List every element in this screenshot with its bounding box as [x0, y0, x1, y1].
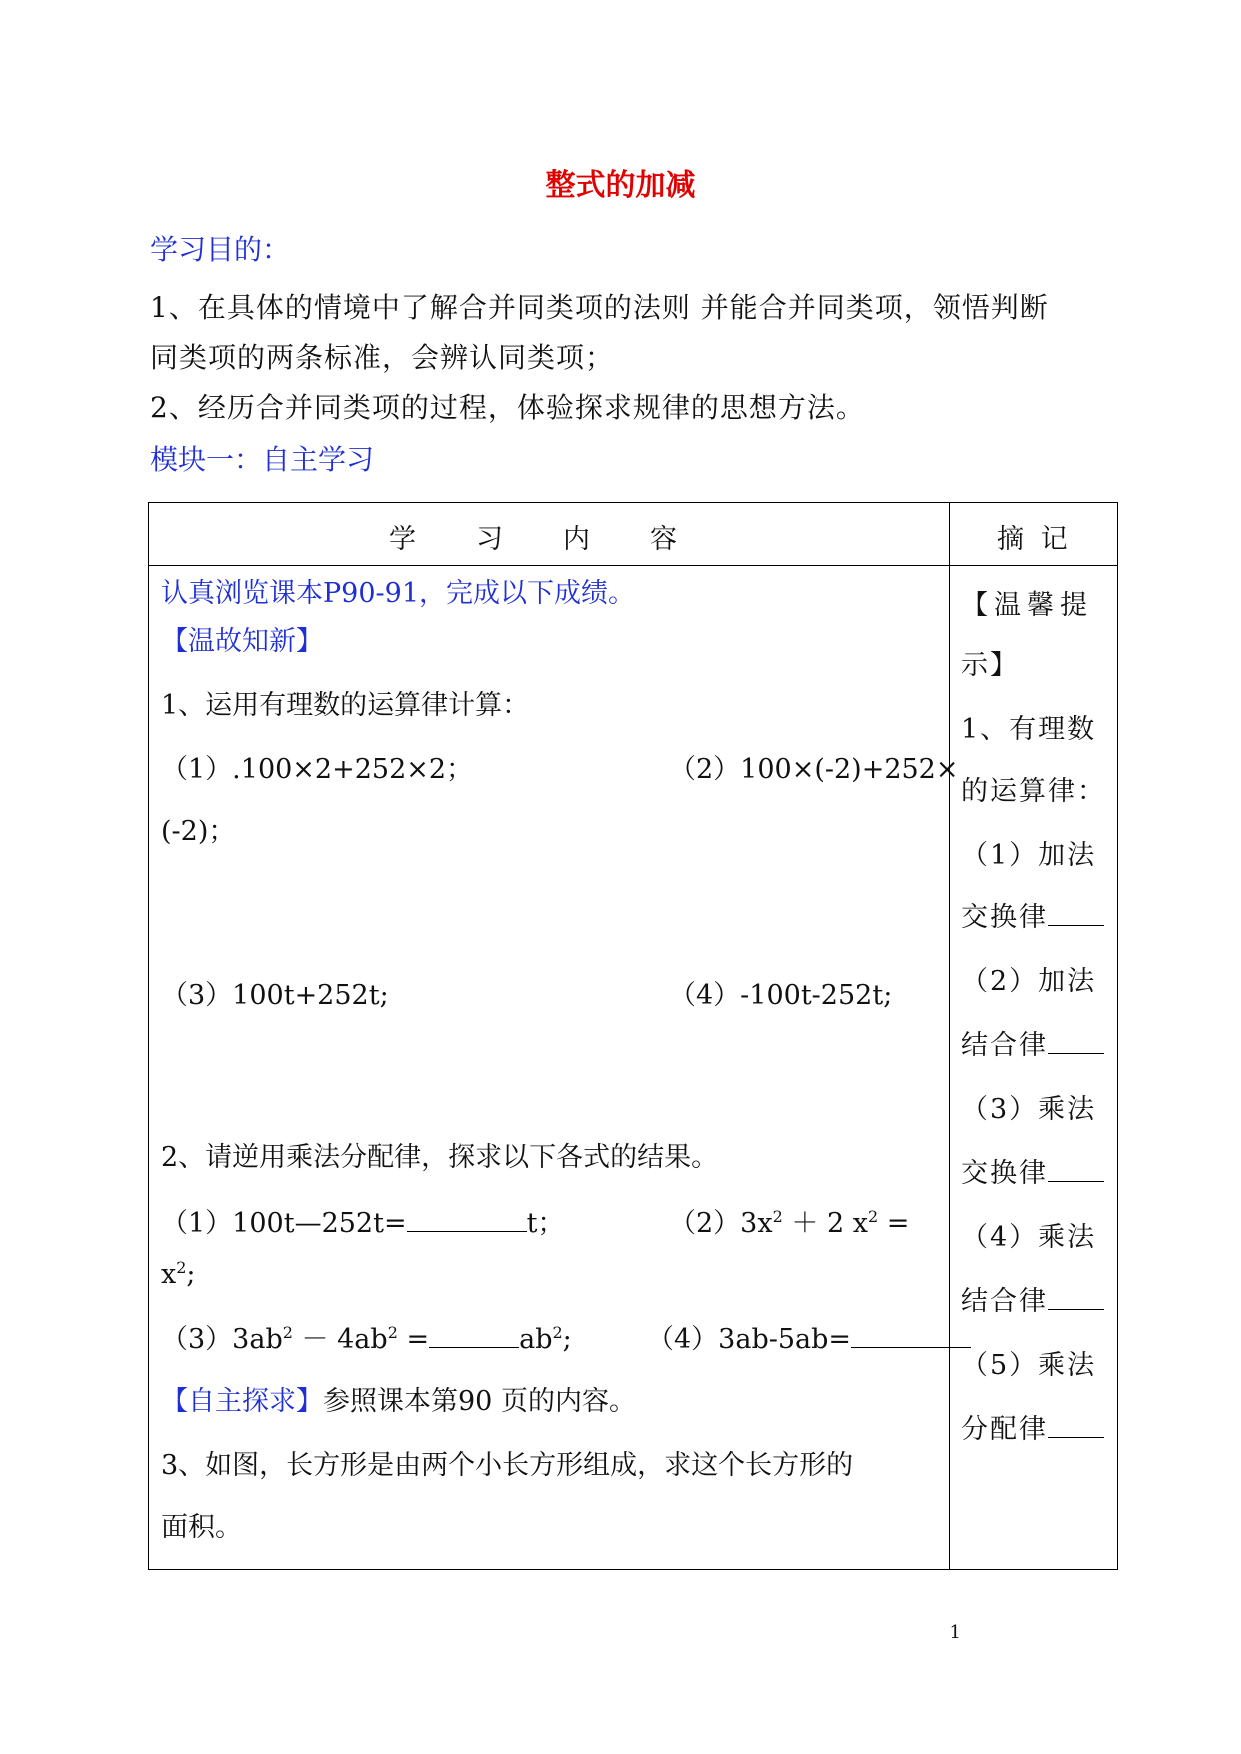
- question-1-2-cont: (-2)；: [161, 816, 236, 847]
- objectives-heading: 学习目的：: [150, 233, 291, 266]
- question-2: 2、请逆用乘法分配律，探求以下各式的结果。: [161, 1142, 719, 1173]
- page-number: 1: [949, 1622, 961, 1643]
- answer-blank: [429, 1321, 519, 1348]
- note-6-line-2: [961, 1407, 1104, 1446]
- column-divider: [949, 503, 950, 1569]
- review-label: 【温故知新】: [161, 626, 323, 657]
- page-title: 整式的加减: [545, 168, 696, 203]
- note-5-line-2: [961, 1279, 1104, 1318]
- objective-1-line-1: 1、在具体的情境中了解合并同类项的法则 并能合并同类项，领悟判断: [150, 291, 1049, 324]
- tip-line-2: 示】: [961, 650, 1019, 681]
- intro-text: 认真浏览课本P90-91，完成以下成绩。: [161, 578, 636, 609]
- note-label: 交换律: [961, 1158, 1048, 1189]
- question-3-line-1: 3、如图，长方形是由两个小长方形组成，求这个长方形的: [161, 1450, 854, 1481]
- exponent: 2: [282, 1323, 293, 1342]
- question-3-line-2: 面积。: [161, 1512, 242, 1543]
- answer-blank: [1048, 899, 1104, 926]
- equals-sign: =: [886, 1208, 910, 1239]
- study-table: [148, 502, 1118, 1570]
- question-1-2: （2）100×(-2)+252×: [669, 754, 959, 785]
- answer-blank: [1048, 1155, 1104, 1182]
- objective-1-line-2: 同类项的两条标准，会辨认同类项；: [150, 341, 615, 374]
- note-5-line-1: （4）乘法: [961, 1222, 1097, 1253]
- exponent: 2: [772, 1207, 783, 1226]
- answer-blank: [1048, 1411, 1104, 1438]
- exponent: 2: [176, 1258, 187, 1277]
- note-2-line-2: [961, 895, 1104, 934]
- explore-label: 【自主探求】: [161, 1386, 323, 1417]
- note-1-line-1: 1、有理数: [961, 714, 1097, 745]
- question-1-3: （3）100t+252t;: [161, 980, 389, 1011]
- answer-blank: [407, 1205, 527, 1232]
- note-3-line-2: [961, 1023, 1104, 1062]
- semicolon: ;: [562, 1324, 572, 1355]
- answer-blank: [1048, 1027, 1104, 1054]
- answer-blank: [851, 1321, 971, 1348]
- module-heading: 模块一：自主学习: [150, 443, 375, 476]
- objective-2: 2、经历合并同类项的过程，体验探求规律的思想方法。: [150, 391, 865, 424]
- q2-2-result: x: [161, 1259, 177, 1290]
- explore-text: 参照课本第90 页的内容。: [323, 1386, 636, 1417]
- exponent: 2: [552, 1323, 563, 1342]
- question-2-1: [161, 1201, 564, 1240]
- note-4-line-2: [961, 1151, 1104, 1190]
- question-1-4: （4）-100t-252t;: [669, 980, 893, 1011]
- note-1-line-2: 的运算律：: [961, 776, 1106, 807]
- note-label: 结合律: [961, 1030, 1048, 1061]
- exponent: 2: [867, 1207, 879, 1226]
- question-1: 1、运用有理数的运算律计算：: [161, 690, 530, 721]
- question-2-3: [161, 1317, 572, 1356]
- note-label: 交换律: [961, 902, 1048, 933]
- q2-3-term2: － 4ab: [301, 1324, 388, 1355]
- header-content: 学 习 内 容: [389, 524, 679, 555]
- note-4-line-1: （3）乘法: [961, 1094, 1097, 1125]
- note-3-line-1: （2）加法: [961, 966, 1097, 997]
- header-notes: 摘 记: [997, 524, 1072, 555]
- q2-3-term1: （3）3ab: [161, 1324, 283, 1355]
- q2-2-term1: （2）3x: [669, 1208, 773, 1239]
- note-2-line-1: （1）加法: [961, 840, 1097, 871]
- q2-3-unit: ab: [519, 1324, 553, 1355]
- q2-2-term2: ＋ 2 x: [791, 1208, 868, 1239]
- question-2-2-cont: [161, 1259, 196, 1290]
- tip-line-1: 【温馨提: [961, 590, 1093, 621]
- note-6-line-1: （5）乘法: [961, 1350, 1097, 1381]
- header-divider: [149, 565, 1117, 566]
- question-2-4: [647, 1317, 971, 1356]
- q2-1-expr: （1）100t—252t=: [161, 1208, 407, 1239]
- semicolon: ;: [186, 1259, 196, 1290]
- exponent: 2: [387, 1323, 398, 1342]
- answer-blank: [1048, 1283, 1104, 1310]
- question-2-2: [669, 1201, 909, 1240]
- explore-line: [161, 1379, 636, 1418]
- q2-1-unit: t；: [526, 1208, 565, 1239]
- equals-sign: =: [406, 1324, 430, 1355]
- note-label: 结合律: [961, 1286, 1048, 1317]
- note-label: 分配律: [961, 1414, 1048, 1445]
- question-1-1: （1）.100×2+252×2；: [161, 754, 474, 785]
- q2-4-expr: （4）3ab-5ab=: [647, 1324, 852, 1355]
